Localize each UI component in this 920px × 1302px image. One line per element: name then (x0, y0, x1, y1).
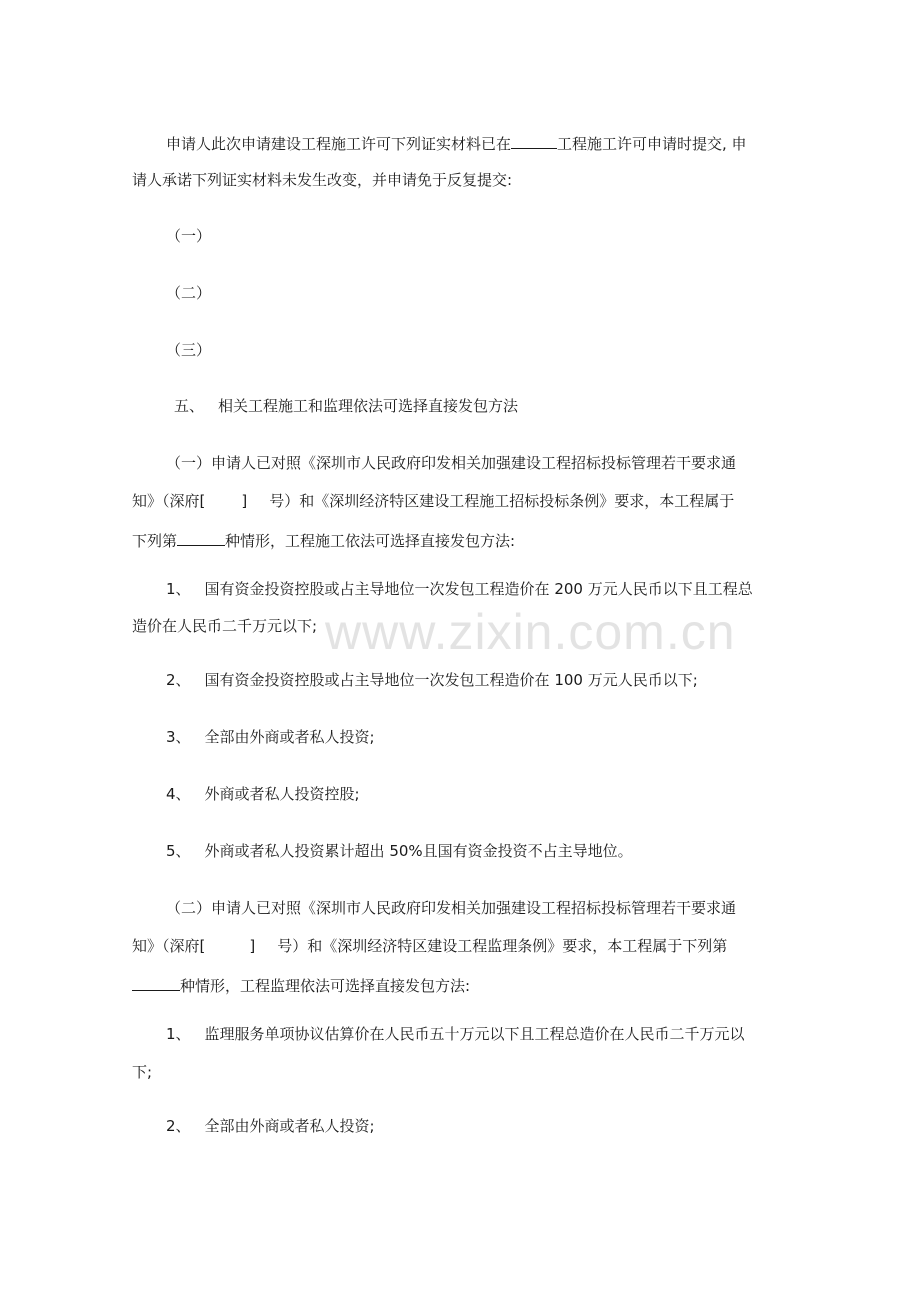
sub2-doc-ref-c: 号）和《深圳经济特区建设工程监理条例》要求，本工程属于下列第 (277, 937, 728, 955)
sub1-item-1-cont: 造价在人民币二千万元以下; (132, 617, 318, 635)
item-text: 国有资金投资控股或占主导地位一次发包工程造价在 100 万元人民币以下; (204, 671, 698, 689)
item-number: 1、 (166, 1025, 191, 1043)
item-text: 外商或者私人投资累计超出 50%且国有资金投资不占主导地位。 (204, 842, 633, 860)
sub1-doc-ref-a: 知》（深府[ (132, 492, 206, 510)
enum-item-1: （一） (166, 227, 212, 245)
fill-in-blank (177, 529, 225, 546)
sub1-doc-ref-b: ] (241, 492, 248, 510)
sub2-line-1: （二）申请人已对照《深圳市人民政府印发相关加强建设工程招标投标管理若干要求通 (166, 899, 737, 917)
sub2-line-3-b: 种情形，工程监理依法可选择直接发包方法: (180, 977, 471, 995)
item-number: 3、 (166, 728, 191, 746)
item-number: 5、 (166, 842, 191, 860)
sub1-item-4 (166, 784, 360, 804)
sub1-item-2 (166, 670, 698, 690)
item-number: 1、 (166, 580, 191, 598)
sub1-item-3 (166, 727, 375, 747)
sub2-item-1-cont: 下; (132, 1063, 153, 1081)
sub2-doc-ref-a: 知》（深府[ (132, 937, 206, 955)
sub1-doc-ref-c: 号）和《深圳经济特区建设工程施工招标投标条例》要求，本工程属于 (269, 492, 735, 510)
sub2-item-1 (166, 1024, 745, 1044)
intro-text-a: 申请人此次申请建设工程施工许可下列证实材料已在 (166, 135, 512, 153)
item-text: 全部由外商或者私人投资; (204, 1117, 375, 1135)
item-number: 2、 (166, 671, 191, 689)
item-text: 全部由外商或者私人投资; (204, 728, 375, 746)
item-text: 监理服务单项协议估算价在人民币五十万元以下且工程总造价在人民币二千万元以 (204, 1025, 745, 1043)
enum-item-3: （三） (166, 341, 212, 359)
sub1-line-3-a: 下列第 (132, 532, 178, 550)
sub1-line-3-b: 种情形，工程施工依法可选择直接发包方法: (225, 532, 516, 550)
item-text: 外商或者私人投资控股; (204, 785, 360, 803)
sub1-item-1 (166, 579, 753, 599)
item-text: 国有资金投资控股或占主导地位一次发包工程造价在 200 万元人民币以下且工程总 (204, 580, 753, 598)
intro-line-1 (166, 132, 747, 154)
sub2-line-2 (132, 936, 727, 956)
section-5-heading (174, 396, 518, 416)
sub2-item-2 (166, 1116, 375, 1136)
item-number: 4、 (166, 785, 191, 803)
watermark: www.zixin.com.cn (325, 604, 736, 660)
enum-item-2: （二） (166, 284, 212, 302)
sub2-doc-ref-b: ] (249, 937, 256, 955)
intro-line-2: 请人承诺下列证实材料未发生改变，并申请免于反复提交: (132, 171, 513, 189)
section-5-title: 相关工程施工和监理依法可选择直接发包方法 (218, 397, 519, 415)
fill-in-blank (132, 974, 180, 991)
item-number: 2、 (166, 1117, 191, 1135)
sub1-line-2 (132, 491, 734, 511)
section-5-number: 五、 (174, 397, 205, 415)
fill-in-blank (511, 132, 557, 149)
sub2-line-3 (132, 974, 470, 996)
intro-text-b: 工程施工许可申请时提交, 申 (557, 135, 747, 153)
sub1-line-3 (132, 529, 515, 551)
sub1-line-1: （一）申请人已对照《深圳市人民政府印发相关加强建设工程招标投标管理若干要求通 (166, 454, 737, 472)
sub1-item-5 (166, 841, 633, 861)
